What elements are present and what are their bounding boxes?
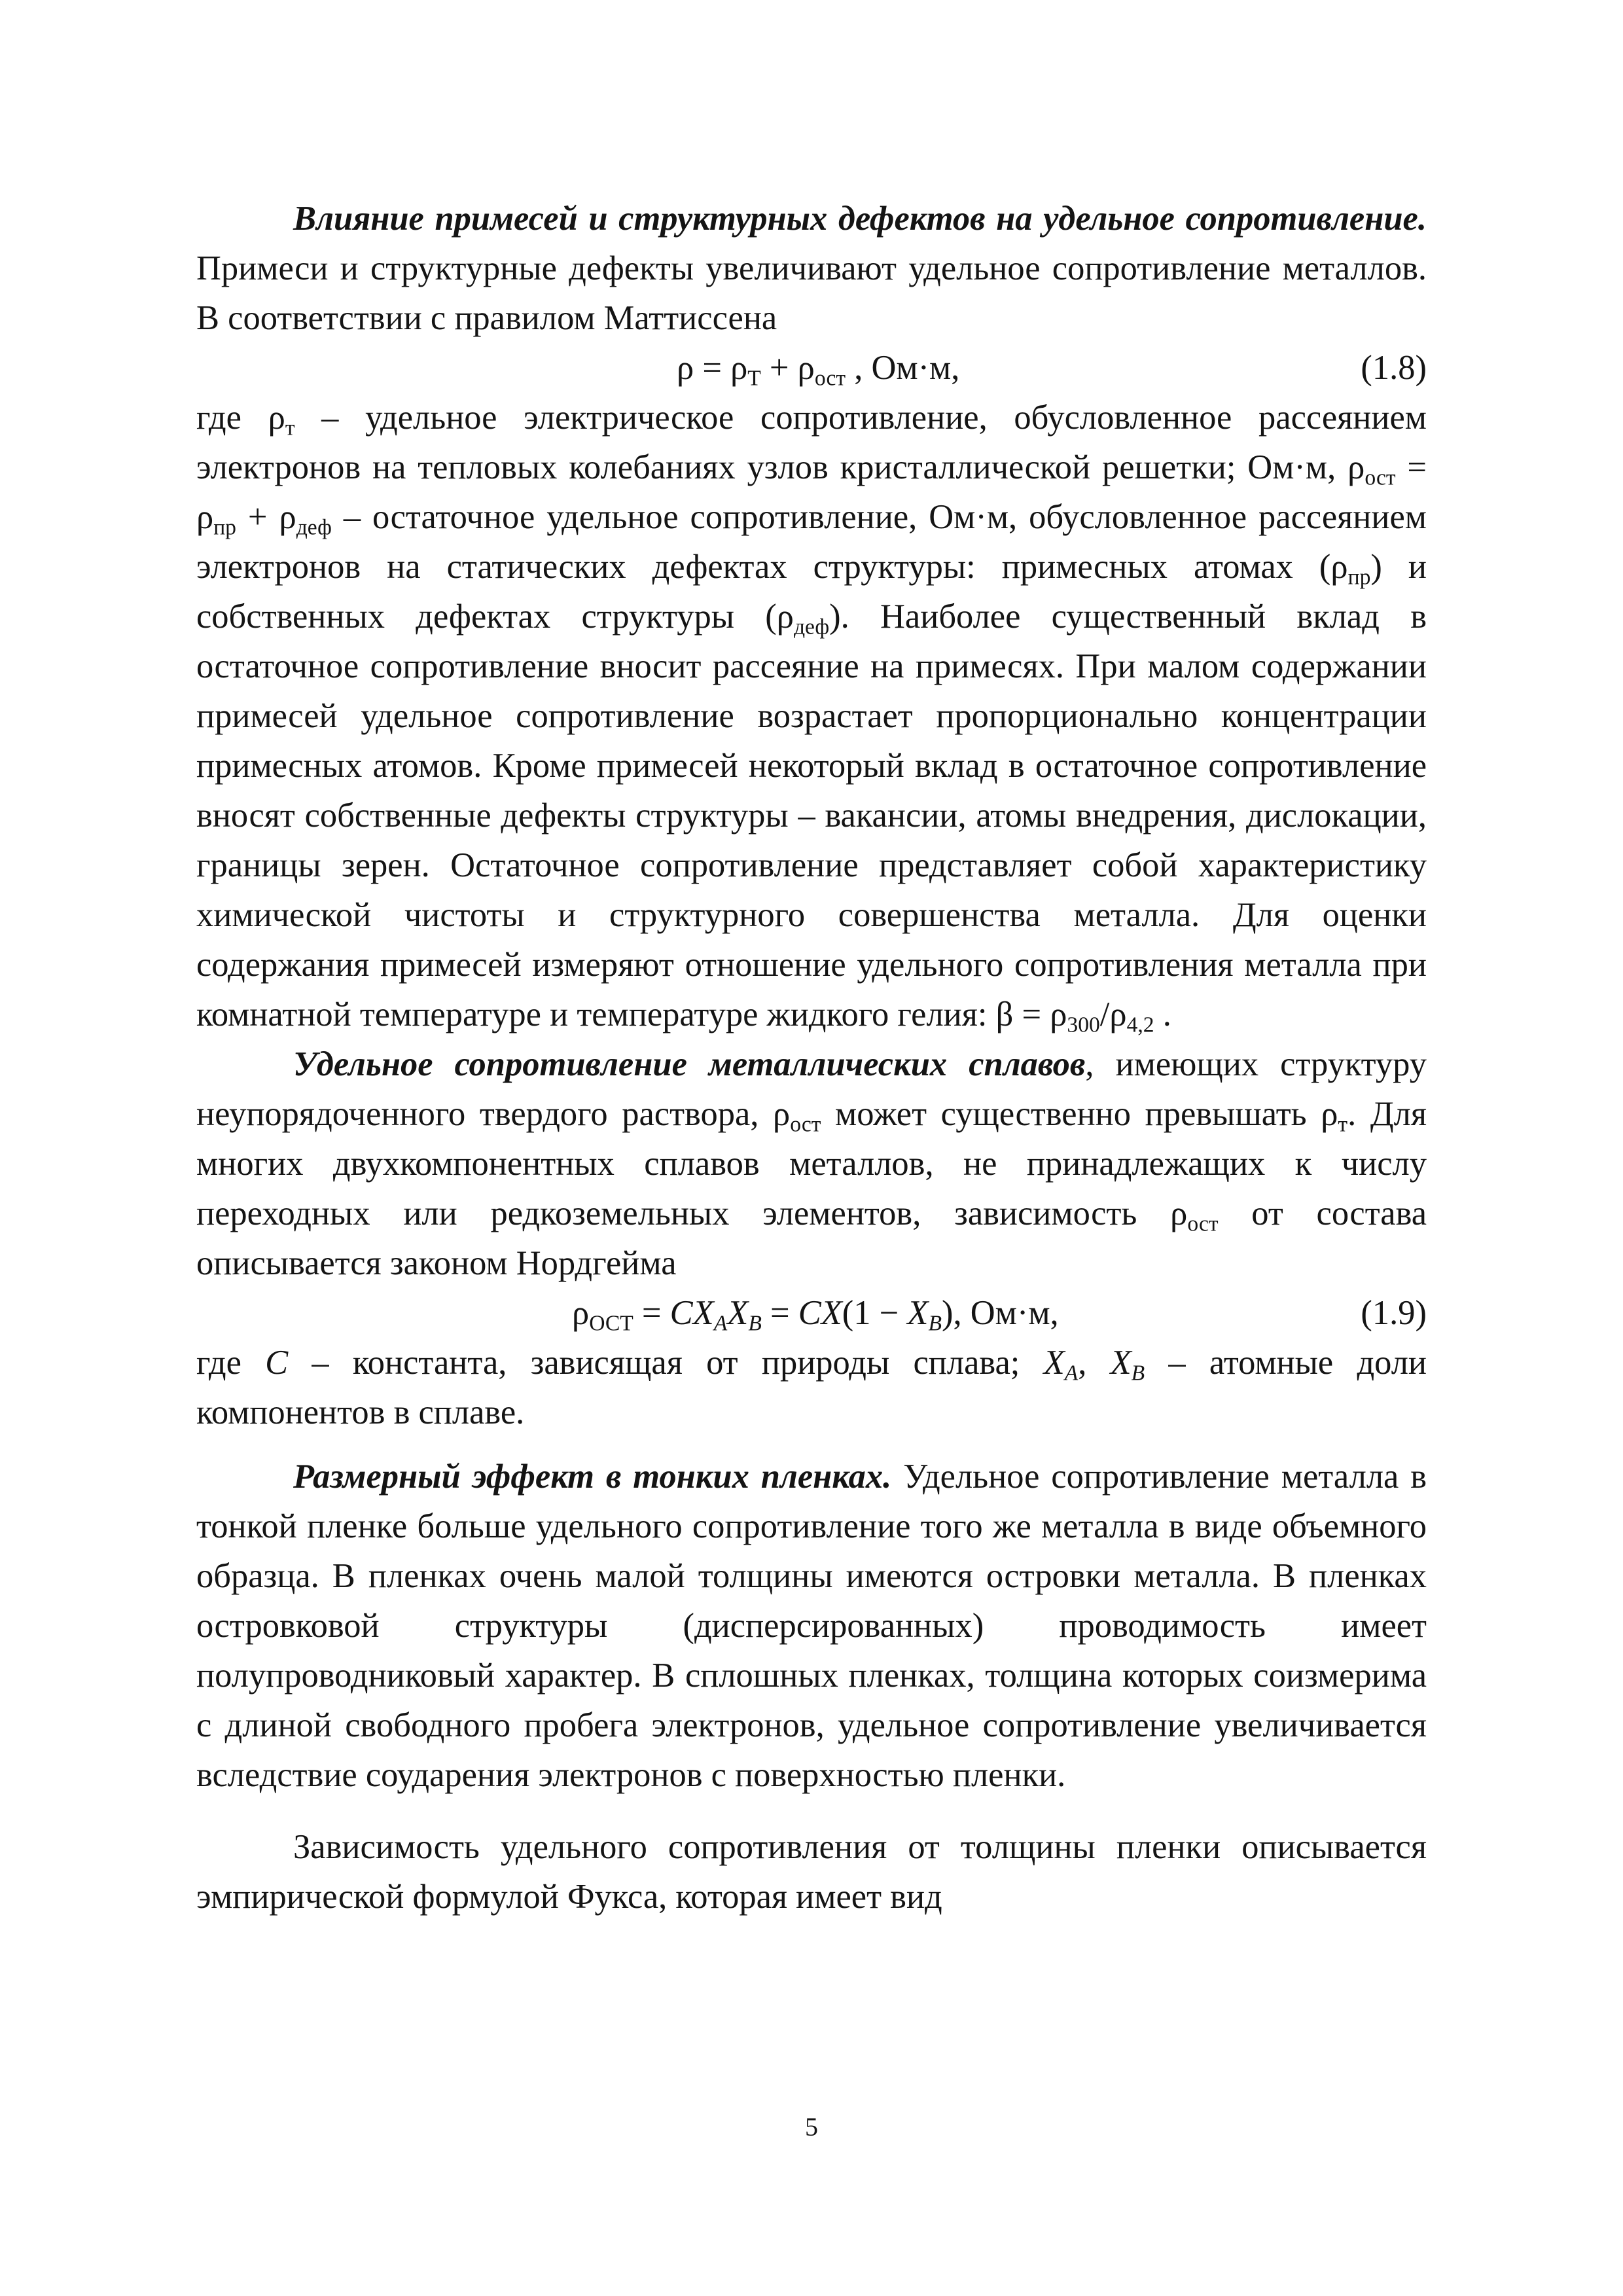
paragraph-constants: где C – константа, зависящая от природы сплава; $X_A$, $X_B$ – атомные доли компонентов в сплаве. <box>196 1344 1427 1431</box>
paragraph-thin-films <box>196 1452 1427 1800</box>
paragraph-text: Зависимость удельного сопротивления от толщины пленки описывается эмпирической формулой Фукса, которая имеет вид <box>196 1828 1427 1916</box>
page-number: 5 <box>805 2112 818 2142</box>
equation-expression: $\rho = \rho_Т + \rho_{ост}$ , Ом·м, <box>677 349 960 391</box>
paragraph-fuchs <box>196 1822 1427 1922</box>
paragraph-text: Примеси и структурные дефекты увеличивают удельное сопротивление металлов. В соответствии с правилом Маттиссена <box>196 249 1427 337</box>
paragraph-alloys: Удельное сопротивление металлических сплавов, имеющих структуру неупорядоченного твердого раствора, $\rho_{ост}$ может существенно превышать $\rho_т$. Для многих двухкомпонентных сплавов металлов, не принадлежащих к числу переходных или редкоземельных элементов, зависимость $\rho_{ост}$ от состава описывается законом Нордгейма <box>196 1045 1427 1282</box>
equation-number: (1.9) <box>1361 1294 1427 1332</box>
equation-expression: $\rho_{ОСТ} = CX_AX_B = CX(1 - X_B)$, Ом·м, <box>572 1294 1059 1336</box>
equation-number: (1.8) <box>1361 349 1427 387</box>
equation-1-8 <box>196 343 1427 393</box>
section-heading-impurities: Влияние примесей и структурных дефектов на удельное сопротивление. <box>293 200 1427 238</box>
paragraph-text: Удельное сопротивление металла в тонкой пленке больше удельного сопротивление того же металла в виде объемного образца. В пленках очень малой толщины имеются островки металла. В пленках островковой структуры (дисперсированных) проводимость имеет полупроводниковый характер. В сплошных пленках, толщина которых соизмерима с длиной свободного пробега электронов, удельное сопротивление увеличивается вследствие соударения электронов с поверхностью пленки. <box>196 1458 1427 1794</box>
equation-1-9 <box>196 1288 1427 1338</box>
body-text <box>196 194 1427 1922</box>
paragraph-explanation: где $\rho_т$ – удельное электрическое сопротивление, обусловленное рассеянием электронов на тепловых колебаниях узлов кристаллической решетки; Ом·м, $\rho_{ост} = \rho_{пр} + \rho_{деф}$ – остаточное удельное сопротивление, Ом·м, обусловленное рассеянием электронов на статических дефектах структуры: примесных атомах $(\rho_{пр})$ и собственных дефектах структуры $(\rho_{деф})$. Наиболее существенный вклад в остаточное сопротивление вносит рассеяние на примесях. При малом содержании примесей удельное сопротивление возрастает пропорционально концентрации примесных атомов. Кроме примесей некоторый вклад в остаточное сопротивление вносят собственные дефекты структуры – вакансии, атомы внедрения, дислокации, границы зерен. Остаточное сопротивление представляет собой характеристику химической чистоты и структурного совершенства металла. Для оценки содержания примесей измеряют отношение удельного сопротивления металла при комнатной температуре и температуре жидкого гелия: $\beta = \rho_{300}/\rho_{4,2}$ . <box>196 399 1427 1037</box>
section-heading-size-effect: Размерный эффект в тонких пленках. <box>293 1458 892 1496</box>
section-heading-alloys: Удельное сопротивление металлических сплавов <box>293 1045 1086 1083</box>
paragraph-matthiessen <box>196 194 1427 343</box>
